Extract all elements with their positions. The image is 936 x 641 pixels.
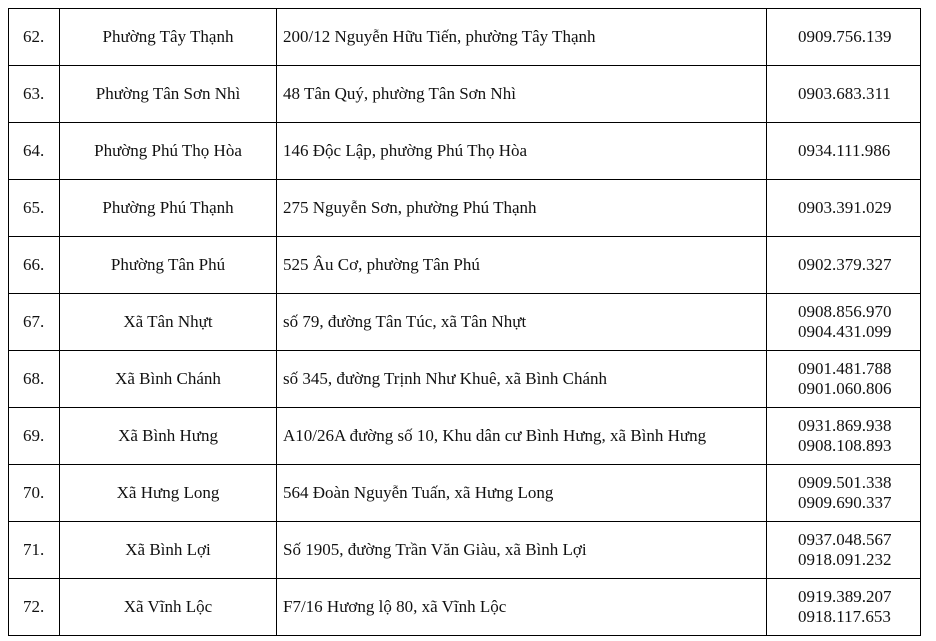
phone-number: 0901.060.806: [798, 379, 892, 398]
ward-address: 48 Tân Quý, phường Tân Sơn Nhì: [277, 66, 767, 123]
table-row: [9, 294, 921, 351]
row-number: 62.: [9, 9, 60, 66]
ward-address: Số 1905, đường Trần Văn Giàu, xã Bình Lợi: [277, 522, 767, 579]
phone-cell: [767, 408, 921, 465]
phone-cell: [767, 465, 921, 522]
phone-number: 0918.091.232: [798, 550, 892, 569]
phone-number: 0908.856.970: [798, 302, 892, 321]
ward-address: A10/26A đường số 10, Khu dân cư Bình Hưng, xã Bình Hưng: [277, 408, 767, 465]
phone-number: 0904.431.099: [798, 322, 892, 341]
table-row: [9, 408, 921, 465]
phone-number: 0919.389.207: [798, 587, 892, 606]
table-body: [9, 9, 921, 636]
phone-number: 0908.108.893: [798, 436, 892, 455]
table-row: [9, 351, 921, 408]
ward-address: F7/16 Hương lộ 80, xã Vĩnh Lộc: [277, 579, 767, 636]
ward-name: Phường Tây Thạnh: [60, 9, 277, 66]
ward-name: Xã Vĩnh Lộc: [60, 579, 277, 636]
row-number: 70.: [9, 465, 60, 522]
phone-cell: [767, 237, 921, 294]
phone-number: 0902.379.327: [798, 255, 892, 274]
phone-cell: [767, 123, 921, 180]
phone-number: 0931.869.938: [798, 416, 892, 435]
table-row: [9, 579, 921, 636]
phone-number: 0918.117.653: [798, 607, 891, 626]
phone-number: 0901.481.788: [798, 359, 892, 378]
phone-number: 0903.391.029: [798, 198, 892, 217]
phone-cell: [767, 294, 921, 351]
row-number: 64.: [9, 123, 60, 180]
phone-cell: [767, 180, 921, 237]
row-number: 68.: [9, 351, 60, 408]
ward-address: số 345, đường Trịnh Như Khuê, xã Bình Chánh: [277, 351, 767, 408]
phone-number: 0909.501.338: [798, 473, 892, 492]
ward-name: Xã Bình Hưng: [60, 408, 277, 465]
phone-cell: [767, 66, 921, 123]
ward-name: Phường Phú Thọ Hòa: [60, 123, 277, 180]
table-row: [9, 123, 921, 180]
ward-address: 564 Đoàn Nguyễn Tuấn, xã Hưng Long: [277, 465, 767, 522]
phone-number: 0937.048.567: [798, 530, 892, 549]
ward-address: 146 Độc Lập, phường Phú Thọ Hòa: [277, 123, 767, 180]
ward-name: Phường Phú Thạnh: [60, 180, 277, 237]
row-number: 67.: [9, 294, 60, 351]
phone-number: 0934.111.986: [798, 141, 891, 160]
ward-name: Phường Tân Phú: [60, 237, 277, 294]
ward-address: số 79, đường Tân Túc, xã Tân Nhựt: [277, 294, 767, 351]
phone-cell: [767, 351, 921, 408]
table-row: [9, 522, 921, 579]
ward-name: Xã Bình Lợi: [60, 522, 277, 579]
ward-name: Xã Tân Nhựt: [60, 294, 277, 351]
ward-address: 525 Âu Cơ, phường Tân Phú: [277, 237, 767, 294]
row-number: 65.: [9, 180, 60, 237]
phone-number: 0909.756.139: [798, 27, 892, 46]
ward-address: 275 Nguyễn Sơn, phường Phú Thạnh: [277, 180, 767, 237]
table-row: [9, 180, 921, 237]
table-row: [9, 9, 921, 66]
phone-cell: [767, 579, 921, 636]
row-number: 66.: [9, 237, 60, 294]
phone-cell: [767, 9, 921, 66]
row-number: 72.: [9, 579, 60, 636]
row-number: 69.: [9, 408, 60, 465]
phone-cell: [767, 522, 921, 579]
table-row: [9, 465, 921, 522]
ward-contact-table: [8, 8, 921, 636]
row-number: 63.: [9, 66, 60, 123]
ward-name: Xã Bình Chánh: [60, 351, 277, 408]
table-row: [9, 66, 921, 123]
ward-name: Phường Tân Sơn Nhì: [60, 66, 277, 123]
row-number: 71.: [9, 522, 60, 579]
ward-name: Xã Hưng Long: [60, 465, 277, 522]
ward-address: 200/12 Nguyễn Hữu Tiến, phường Tây Thạnh: [277, 9, 767, 66]
phone-number: 0909.690.337: [798, 493, 892, 512]
phone-number: 0903.683.311: [798, 84, 891, 103]
table-row: [9, 237, 921, 294]
